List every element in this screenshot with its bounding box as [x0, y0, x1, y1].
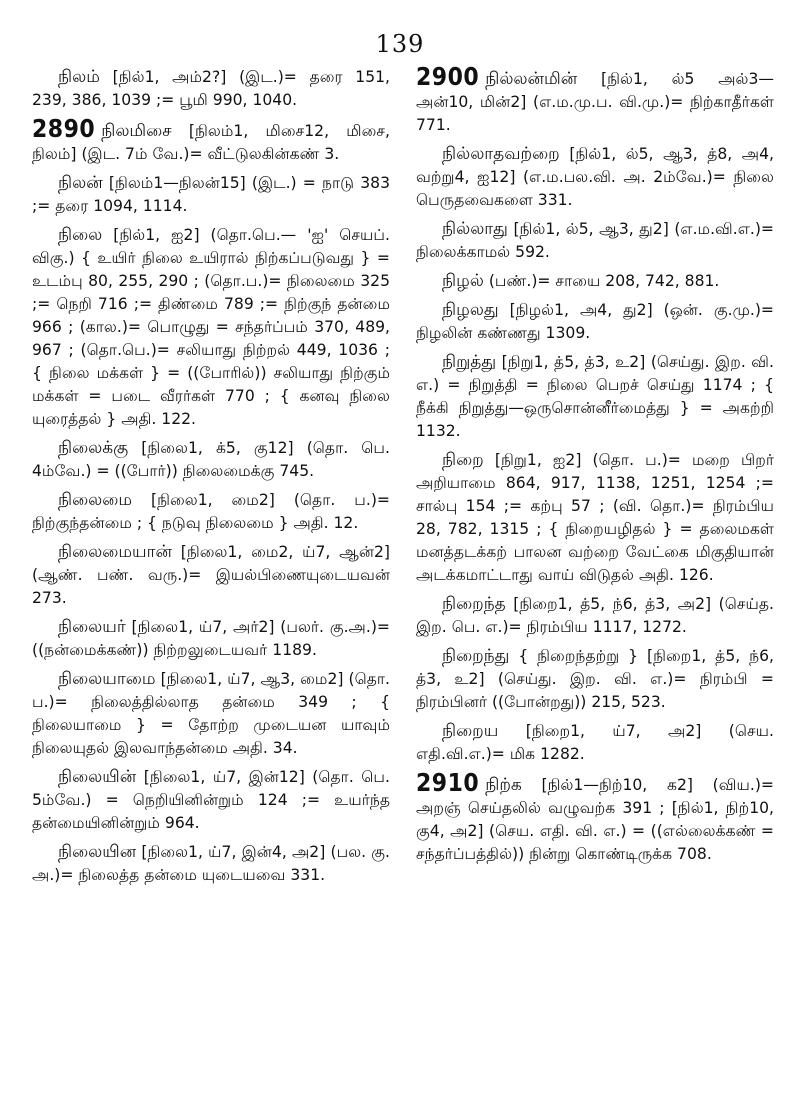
dictionary-entry [416, 593, 774, 639]
dictionary-entry [32, 66, 390, 112]
right-column [416, 63, 775, 1086]
entry-headword: நிலைக்கு [58, 438, 129, 458]
dictionary-entry [32, 115, 390, 166]
dictionary-entry [32, 437, 390, 483]
dictionary-entry [416, 63, 774, 137]
entry-headword: நிறைந்த [442, 594, 506, 614]
dictionary-entry [32, 841, 390, 887]
entry-headword: நிலம் [58, 67, 100, 87]
entry-definition: [நில்1, ஐ2] (தொ.பெ.— 'ஐ' செயப். விகு.) { உயிர் நிலை உயிரால் நிற்கப்படுவது } = உடம்பு 80, 255, 290 ; (தொ.ப.)= நிலைமை 325 ;= நெறி 716 ;= திண்மை 789 ;= நிற்குந் தன்மை 966 ; (கால.)= பொழுது = சந்தர்ப்பம் 370, 489, 967 ; (தொ.பெ.)= சலியாது நிற்றல் 449, 1036 ; { நிலை மக்கள் } = ((போரில்)) சலியாது நிற்கும் மக்கள் = படை வீரர்கள் 770 ; { கனவு நிலை யுரைத்தல் } அதி. 122. [32, 226, 390, 428]
dictionary-entry [416, 645, 774, 714]
entry-number: 2900 [416, 63, 480, 92]
entry-definition: (பண்.)= சாயை 208, 742, 881. [488, 272, 720, 290]
entry-headword: நிலைமை [58, 490, 133, 510]
dictionary-entry [32, 541, 390, 610]
dictionary-entry [32, 489, 390, 535]
entry-definition: { நிறைந்தற்று } [நிறை1, த்5, ந்6, த்3, உ2] (செய்து. இற. வி. எ.)= நிரம்பி = நிரம்பினர் ((போன்றது)) 215, 523. [416, 647, 774, 711]
entry-headword: நிழல் [442, 271, 484, 291]
entry-headword: நிலையின் [58, 767, 137, 787]
entry-definition: [நிலை1, க்5, கு12] (தொ. பெ. 4ம்வே.) = ((போர்)) நிலைமைக்கு 745. [32, 439, 390, 480]
dictionary-entry [416, 769, 774, 866]
entry-definition: [நிறு1, ஐ2] (தொ. ப.)= மறை பிறர் அறியாமை 864, 917, 1138, 1251, 1254 ;= சால்பு 154 ;= கற்பு 57 ; (வி. தொ.)= நிரம்பிய 28, 782, 1315 ; { நிறையழிதல் } = தலைமகள் மனத்தடக்கற் பாலன வற்றை வேட்கை மிகுதியான் அடக்கமாட்டாது வாய் விடுதல் அதி. 126. [416, 451, 774, 584]
entry-headword: நிலையின [58, 842, 137, 862]
entry-definition: [நிலை1, ய்7, அர்2] (பலர். கு.அ.)= ((நன்மைக்கண்)) நிற்றலுடையவர் 1189. [32, 618, 390, 659]
entry-headword: நில்லாது [442, 219, 508, 239]
dictionary-entry [416, 351, 774, 443]
left-column [32, 66, 390, 1086]
entry-definition: [நிறை1, ய்7, அ2] (செய. எதி.வி.எ.)= மிக 1282. [416, 722, 774, 763]
dictionary-entry [32, 224, 390, 431]
dictionary-entry [416, 299, 774, 345]
entry-headword: நிலையாமை [58, 669, 156, 689]
entry-definition: [நிலை1, ய்7, ஆ3, மை2] (தொ. ப.)= நிலைத்தில்லாத தன்மை 349 ; { நிலையாமை } = தோற்ற முடையன யாவும் நிலையுதல் இலவாந்தன்மை அதி. 34. [32, 670, 390, 757]
entry-definition: [நிலம்1, மிசை12, மிசை, நிலம்] (இட. 7ம் வே.)= வீட்டுலகின்கண் 3. [32, 122, 390, 163]
entry-definition: [நில்1, ல்5, ஆ3, து2] (எ.ம.வி.எ.)= நிலைக்காமல் 592. [416, 220, 774, 261]
entry-definition: [நிலை1, ய்7, இன்4, அ2] (பல. கு. அ.)= நிலைத்த தன்மை யுடையவை 331. [32, 843, 391, 884]
entry-headword: நிலைமையான் [58, 542, 172, 562]
dictionary-entry [32, 616, 390, 662]
dictionary-entry [32, 172, 390, 218]
entry-headword: நில்லாதவற்றை [442, 144, 560, 164]
entry-definition: [நில்1, அம்2?] (இட.)= தரை 151, 239, 386, 1039 ;= பூமி 990, 1040. [32, 68, 391, 109]
dictionary-entry [32, 668, 390, 760]
entry-headword: நிறைய [442, 721, 499, 741]
entry-definition: [நிலை1, ய்7, இன்12] (தொ. பெ. 5ம்வே.) = நெறியினின்றும் 124 ;= உயர்ந்த தன்மையினின்றும் 964. [32, 768, 390, 832]
dictionary-entry [416, 270, 774, 293]
entry-headword: நிற்க [485, 775, 522, 795]
entry-definition: [நிறை1, த்5, ந்6, த்3, அ2] (செய்த. இற. பெ. எ.)= நிரம்பிய 1117, 1272. [416, 595, 774, 636]
entry-headword: நிலமிசை [101, 121, 172, 141]
entry-headword: நிறைந்து [442, 646, 510, 666]
entry-number: 2890 [32, 115, 96, 144]
entry-definition: [நில்1—நிற்10, க2] (விய.)= அறஞ் செய்தலில் வழுவற்க 391 ; [நில்1, நிற்10, கு4, அ2] (செய. எதி. வி. எ.) = ((எல்லைக்கண் = சந்தர்ப்பத்தில்)) நின்று கொண்டிருக்க 708. [416, 776, 774, 863]
entry-definition: [நிலம்1—நிலன்15] (இட.) = நாடு 383 ;= தரை 1094, 1114. [32, 174, 390, 215]
dictionary-columns [32, 63, 775, 1086]
dictionary-entry [416, 218, 774, 264]
entry-headword: நிறுத்து [442, 352, 497, 372]
entry-headword: நிழலது [442, 300, 499, 320]
entry-number: 2910 [416, 769, 480, 798]
page-number: 139 [375, 30, 425, 58]
entry-definition: [நிழல்1, அ4, து2] (ஒன். கு.மு.)= நிழலின் கண்ணது 1309. [416, 301, 774, 342]
entry-headword: நிலை [58, 225, 103, 245]
entry-headword: நிலையர் [58, 617, 126, 637]
entry-definition: [நிலை1, மை2] (தொ. ப.)= நிற்குந்தன்மை ; { நடுவு நிலைமை } அதி. 12. [32, 491, 390, 532]
entry-definition: [நில்1, ல்5, ஆ3, த்8, அ4, வற்று4, ஐ12] (எ.ம.பல.வி. அ. 2ம்வே.)= நிலை பெருதவைகளை 331. [416, 145, 775, 209]
dictionary-entry [416, 143, 774, 212]
entry-headword: நிறை [442, 450, 484, 470]
entry-definition: [நிலை1, மை2, ய்7, ஆன்2] (ஆண். பண். வரு.)= இயல்பிணையுடையவன் 273. [32, 543, 390, 607]
dictionary-entry [416, 720, 774, 766]
entry-headword: நில்லன்மின் [485, 69, 578, 89]
entry-headword: நிலன் [58, 173, 103, 193]
dictionary-entry [416, 449, 774, 587]
dictionary-entry [32, 766, 390, 835]
entry-definition: [நிறு1, த்5, த்3, உ2] (செய்து. இற. வி. எ.) = நிறுத்தி = நிலை பெறச் செய்து 1174 ; { நீக்கி நிறுத்து—ஒருசொன்னீர்மைத்து } = அகற்றி 1132. [416, 353, 774, 440]
entry-definition: [நில்1, ல்5 அல்3—அன்10, மின்2] (எ.ம.மு.ப. வி.மு.)= நிற்காதீர்கள் 771. [416, 70, 774, 134]
